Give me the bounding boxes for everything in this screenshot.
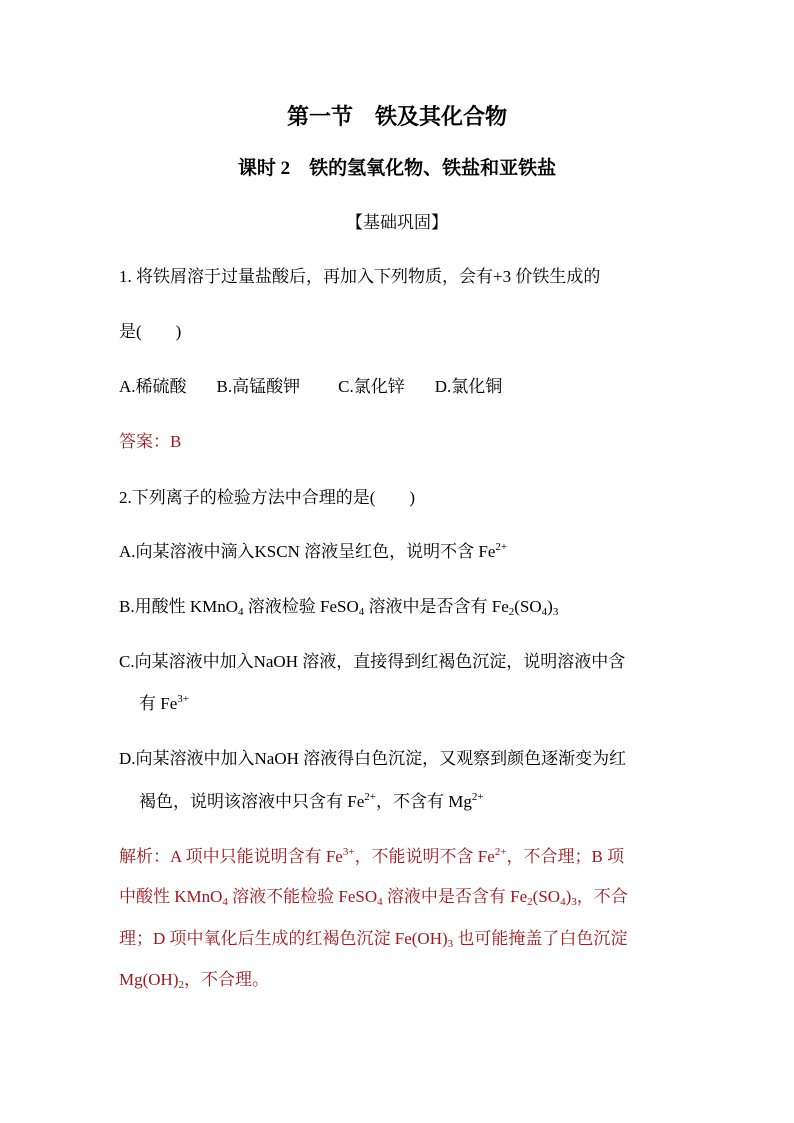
q2-c-sup: 3+ xyxy=(177,693,189,705)
analysis-l2-part3: 溶液中是否含有 Fe xyxy=(382,887,528,906)
q2-d-line2-part1: 褐色，说明该溶液中只含有 Fe xyxy=(139,792,365,811)
q1-option-a: A.稀硫酸 xyxy=(119,377,187,396)
q1-answer-value: B xyxy=(170,432,182,451)
q2-b-part1: B.用酸性 KMnO xyxy=(119,597,239,616)
q2-b-sub5: 3 xyxy=(552,606,559,618)
q2-option-a-sup: 2+ xyxy=(495,541,508,553)
analysis-l1-part1: 解析：A 项中只能说明含有 Fe xyxy=(119,847,343,866)
q2-option-d-line2 xyxy=(139,790,484,814)
q2-b-part4: (SO xyxy=(514,597,542,616)
q1-stem-line1: 1. 将铁屑溶于过量盐酸后，再加入下列物质，会有+3 价铁生成的 xyxy=(119,267,601,286)
analysis-l2-sub2: 4 xyxy=(377,896,383,908)
analysis-l4-part2: ，不合理。 xyxy=(184,970,269,989)
q1-answer xyxy=(119,430,181,454)
lesson-title: 课时 2 铁的氢氧化物、铁盐和亚铁盐 xyxy=(237,158,557,179)
q2-option-d-line1: D.向某溶液中加入NaOH 溶液得白色沉淀，又观察到颜色逐渐变为红 xyxy=(119,749,627,768)
analysis-l2-sub4: 4 xyxy=(560,896,566,908)
part-heading: 【基础巩固】 xyxy=(346,213,448,232)
analysis-l2-part2: 溶液不能检验 FeSO xyxy=(227,887,378,906)
analysis-line2 xyxy=(119,885,628,909)
analysis-l4-sub: 2 xyxy=(178,979,184,991)
analysis-l2-sub5: 3 xyxy=(571,896,577,908)
q2-d-line2-part2: ，不含有 Mg xyxy=(375,792,472,811)
section-title: 第一节 铁及其化合物 xyxy=(286,104,507,129)
analysis-l2-sub3: 2 xyxy=(527,896,533,908)
q1-stem-line2: 是( ) xyxy=(119,322,182,341)
analysis-l3-part1: 理；D 项中氧化后生成的红褐色沉淀 Fe(OH) xyxy=(119,929,448,948)
analysis-l3-part2: 也可能掩盖了白色沉淀 xyxy=(453,929,628,948)
q2-option-b xyxy=(119,595,558,619)
analysis-l1-sup1: 3+ xyxy=(342,846,355,858)
analysis-line1 xyxy=(119,845,624,869)
analysis-l2-part5: ) xyxy=(565,887,572,906)
q1-option-b: B.高锰酸钾 xyxy=(216,377,301,396)
q2-b-sub4: 4 xyxy=(541,606,548,618)
q2-option-a xyxy=(119,540,507,564)
q2-option-a-text: A.向某溶液中滴入KSCN 溶液呈红色，说明不含 Fe xyxy=(119,542,496,561)
analysis-l2-part6: ，不合 xyxy=(576,887,628,906)
q1-options xyxy=(119,375,502,399)
q2-b-sub2: 4 xyxy=(358,606,365,618)
analysis-l2-part4: (SO xyxy=(532,887,561,906)
analysis-l4-part1: Mg(OH) xyxy=(119,970,179,989)
analysis-l3-sub: 3 xyxy=(447,938,454,950)
analysis-l1-part3: ，不合理；B 项 xyxy=(506,847,625,866)
q2-stem: 2.下列离子的检验方法中合理的是( ) xyxy=(119,488,416,507)
q1-option-c: C.氯化锌 xyxy=(338,377,405,396)
q1-answer-label: 答案： xyxy=(119,432,170,451)
q2-b-part2: 溶液检验 FeSO xyxy=(243,597,359,616)
analysis-l2-sub1: 4 xyxy=(222,896,228,908)
q2-d-sup1: 2+ xyxy=(364,791,376,803)
q2-b-part3: 溶液中是否含有 Fe xyxy=(364,597,509,616)
q2-d-sup2: 2+ xyxy=(471,791,484,803)
analysis-l2-part1: 中酸性 KMnO xyxy=(119,887,223,906)
q2-b-sub3: 2 xyxy=(508,606,515,618)
analysis-line3 xyxy=(119,927,627,951)
q2-b-sub1: 4 xyxy=(238,606,244,618)
analysis-l1-sup2: 2+ xyxy=(494,846,507,858)
q2-option-c-line1: C.向某溶液中加入NaOH 溶液，直接得到红褐色沉淀，说明溶液中含 xyxy=(119,652,626,671)
q2-option-c-line2 xyxy=(139,692,189,716)
analysis-l1-part2: ，不能说明不含 Fe xyxy=(354,847,495,866)
q2-b-part5: ) xyxy=(547,597,553,616)
q1-option-d: D.氯化铜 xyxy=(434,377,503,396)
analysis-line4 xyxy=(119,968,269,992)
q2-c-line2-text: 有 Fe xyxy=(139,694,178,713)
